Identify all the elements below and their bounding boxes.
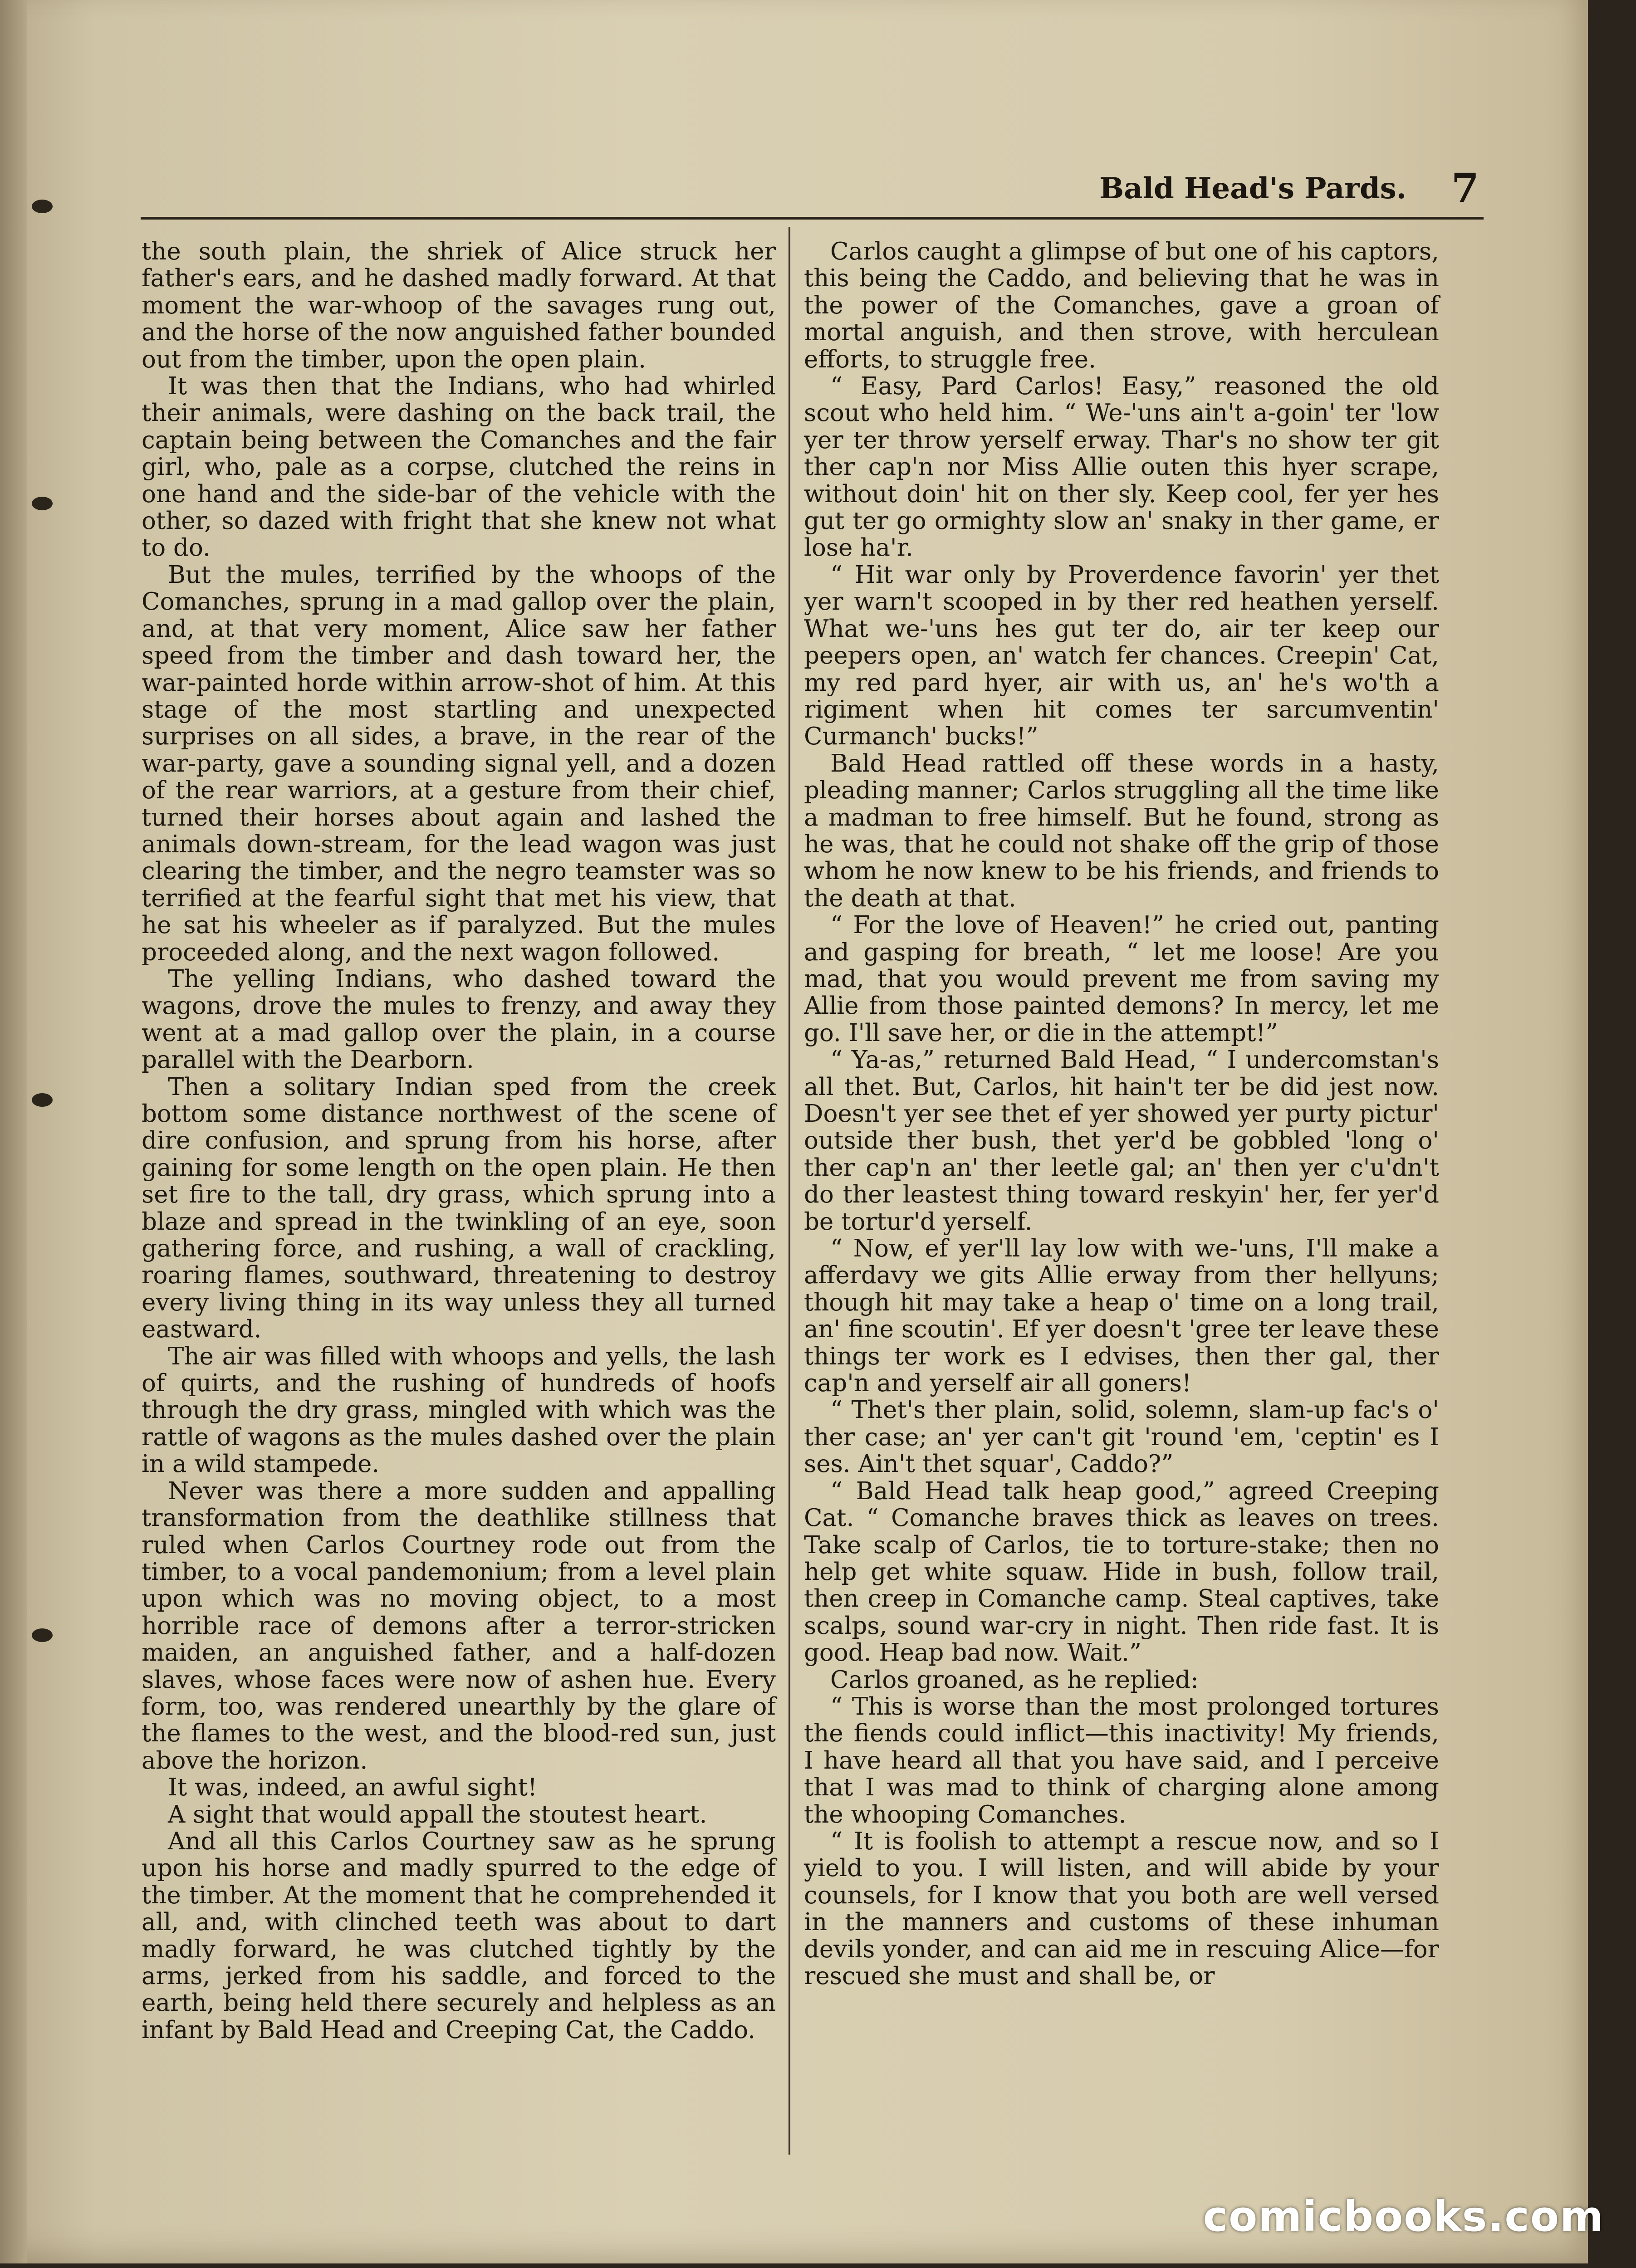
page-number: 7 (1451, 164, 1479, 211)
paragraph: the south plain, the shriek of Alice struck her father's ears, and he dashed madly forward. At that moment the war-whoop of the savages rung out, and the horse of the now anguished father bounded out from the timber, upon the open plain. (142, 238, 776, 373)
paragraph: “ Bald Head talk heap good,” agreed Creeping Cat. “ Comanche braves thick as leaves on trees. Take scalp of Carlos, tie to torture-stake; then no help get white squaw. Hide in bush, follow trail, then creep in Comanche camp. Steal captives, take scalps, sound war-cry in night. Then ride fast. It is good. Heap bad now. Wait.” (804, 1477, 1439, 1667)
paragraph: “ Ya-as,” returned Bald Head, “ I undercomstan's all thet. But, Carlos, hit hain't ter be did jest now. Doesn't yer see thet ef yer showed yer purty pictur' outside ther bush, thet yer'd be gobbled 'long o' ther cap'n an' ther leetle gal; an' then yer c'u'dn't do ther leastest thing toward reskyin' her, fer yer'd be tortur'd yerself. (804, 1046, 1439, 1236)
paragraph: Never was there a more sudden and appalling transformation from the deathlike stillness that ruled when Carlos Courtney rode out from the timber, to a vocal pandemonium; from a level plain upon which was no moving object, to a most horrible race of demons after a terror-stricken maiden, an anguished father, and a half-dozen slaves, whose faces were now of ashen hue. Every form, too, was rendered unearthly by the glare of the flames to the west, and the blood-red sun, just above the horizon. (142, 1477, 776, 1774)
paragraph: “ It is foolish to attempt a rescue now, and so I yield to you. I will listen, and will abide by your counsels, for I know that you both are well versed in the manners and customs of these inhuman devils yonder, and can aid me in rescuing Alice—for rescued she must and shall be, or (804, 1827, 1439, 1990)
paragraph: “ Thet's ther plain, solid, solemn, slam-up fac's o' ther case; an' yer can't git 'round 'em, 'ceptin' es I ses. Ain't thet squar', Caddo?” (804, 1396, 1439, 1478)
paragraph: Carlos caught a glimpse of but one of his captors, this being the Caddo, and believing that he was in the power of the Comanches, gave a groan of mortal anguish, and then strove, with herculean efforts, to struggle free. (804, 238, 1439, 373)
paragraph: “ Now, ef yer'll lay low with we-'uns, I'll make a afferdavy we gits Allie erway from ther hellyuns; though hit may take a heap o' time on a long trail, an' fine scoutin'. Ef yer doesn't 'gree ter leave these things ter work es I edvises, then ther gal, ther cap'n and yerself air all goners! (804, 1235, 1439, 1398)
paragraph: The air was filled with whoops and yells, the lash of quirts, and the rushing of hundreds of hoofs through the dry grass, mingled with which was the rattle of wagons as the mules dashed over the plain in a wild stampede. (142, 1342, 776, 1478)
paragraph: It was, indeed, an awful sight! (168, 1774, 538, 1802)
paragraph: A sight that would appall the stoutest heart. (168, 1800, 707, 1828)
paragraph: Carlos groaned, as he replied: (830, 1666, 1199, 1694)
paragraph: The yelling Indians, who dashed toward the wagons, drove the mules to frenzy, and away they went at a mad gallop over the plain, in a course parallel with the Dearborn. (142, 965, 776, 1074)
paragraph: But the mules, terrified by the whoops of the Comanches, sprung in a mad gallop over the plain, and, at that very moment, Alice saw her father speed from the timber and dash toward her, the war-painted horde within arrow-shot of him. At this stage of the most startling and unexpected surprises on all sides, a brave, in the rear of the war-party, gave a sounding signal yell, and a dozen of the rear warriors, at a gesture from their chief, turned their horses about again and lashed the animals down-stream, for the lead wagon was just clearing the timber, and the negro teamster was so terrified at the fearful sight that met his view, that he sat his wheeler as if paralyzed. But the mules proceeded along, and the next wagon followed. (142, 561, 776, 966)
page-binding-edge (0, 0, 27, 2263)
text-column-left (142, 238, 776, 2043)
header-rule (141, 217, 1484, 220)
paragraph: It was then that the Indians, who had whirled their animals, were dashing on the back trail, the captain being between the Comanches and the fair girl, who, pale as a corpse, clutched the reins in one hand and the side-bar of the vehicle with the other, so dazed with fright that she knew not what to do. (142, 372, 776, 562)
text-column-right (804, 238, 1439, 1989)
paragraph: Bald Head rattled off these words in a hasty, pleading manner; Carlos struggling all the time like a madman to free himself. But he found, strong as he was, that he could not shake off the grip of those whom he now knew to be his friends, and friends to the death at that. (804, 749, 1439, 912)
running-title: Bald Head's Pards. (1099, 171, 1406, 205)
running-header (0, 163, 1484, 211)
paragraph: “ Hit war only by Proverdence favorin' yer thet yer warn't scooped in by ther red heathen yerself. What we-'uns hes gut ter do, air ter keep our peepers open, an' watch fer chances. Creepin' Cat, my red pard hyer, air with us, an' he's wo'th a rigiment when hit comes ter sarcumventin' Curmanch' bucks!” (804, 561, 1439, 751)
site-watermark: comicbooks.com (1203, 2192, 1604, 2241)
paragraph: “ This is worse than the most prolonged tortures the fiends could inflict—this inactivity! My friends, I have heard all that you have said, and I perceive that I was mad to think of charging alone among the whooping Comanches. (804, 1692, 1439, 1828)
binding-hole-mark (32, 497, 53, 510)
binding-hole-mark (32, 1628, 53, 1642)
binding-hole-mark (32, 1093, 53, 1107)
paragraph: “ For the love of Heaven!” he cried out, panting and gasping for breath, “ let me loose! Are you mad, that you would prevent me from saving my Allie from those painted demons? In mercy, let me go. I'll save her, or die in the attempt!” (804, 911, 1439, 1047)
paragraph: Then a solitary Indian sped from the creek bottom some distance northwest of the scene of dire confusion, and sprung from his horse, after gaining for some length on the open plain. He then set fire to the tall, dry grass, which sprung into a blaze and spread in the twinkling of an eye, soon gathering force, and rushing, a wall of crackling, roaring flames, southward, threatening to destroy every living thing in its way unless they all turned eastward. (142, 1073, 776, 1344)
column-divider (789, 227, 790, 2155)
paragraph: “ Easy, Pard Carlos! Easy,” reasoned the old scout who held him. “ We-'uns ain't a-goin' ter 'low yer ter throw yerself erway. Thar's no show ter git ther cap'n nor Miss Allie outen this hyer scrape, without doin' hit on ther sly. Keep cool, fer yer hes gut ter go ormighty slow an' snaky in ther game, er lose ha'r. (804, 372, 1439, 562)
paragraph: And all this Carlos Courtney saw as he sprung upon his horse and madly spurred to the edge of the timber. At the moment that he comprehended it all, and, with clinched teeth was about to dart madly forward, he was clutched tightly by the arms, jerked from his saddle, and forced to the earth, being held there securely and helpless as an infant by Bald Head and Creeping Cat, the Caddo. (142, 1827, 776, 2044)
